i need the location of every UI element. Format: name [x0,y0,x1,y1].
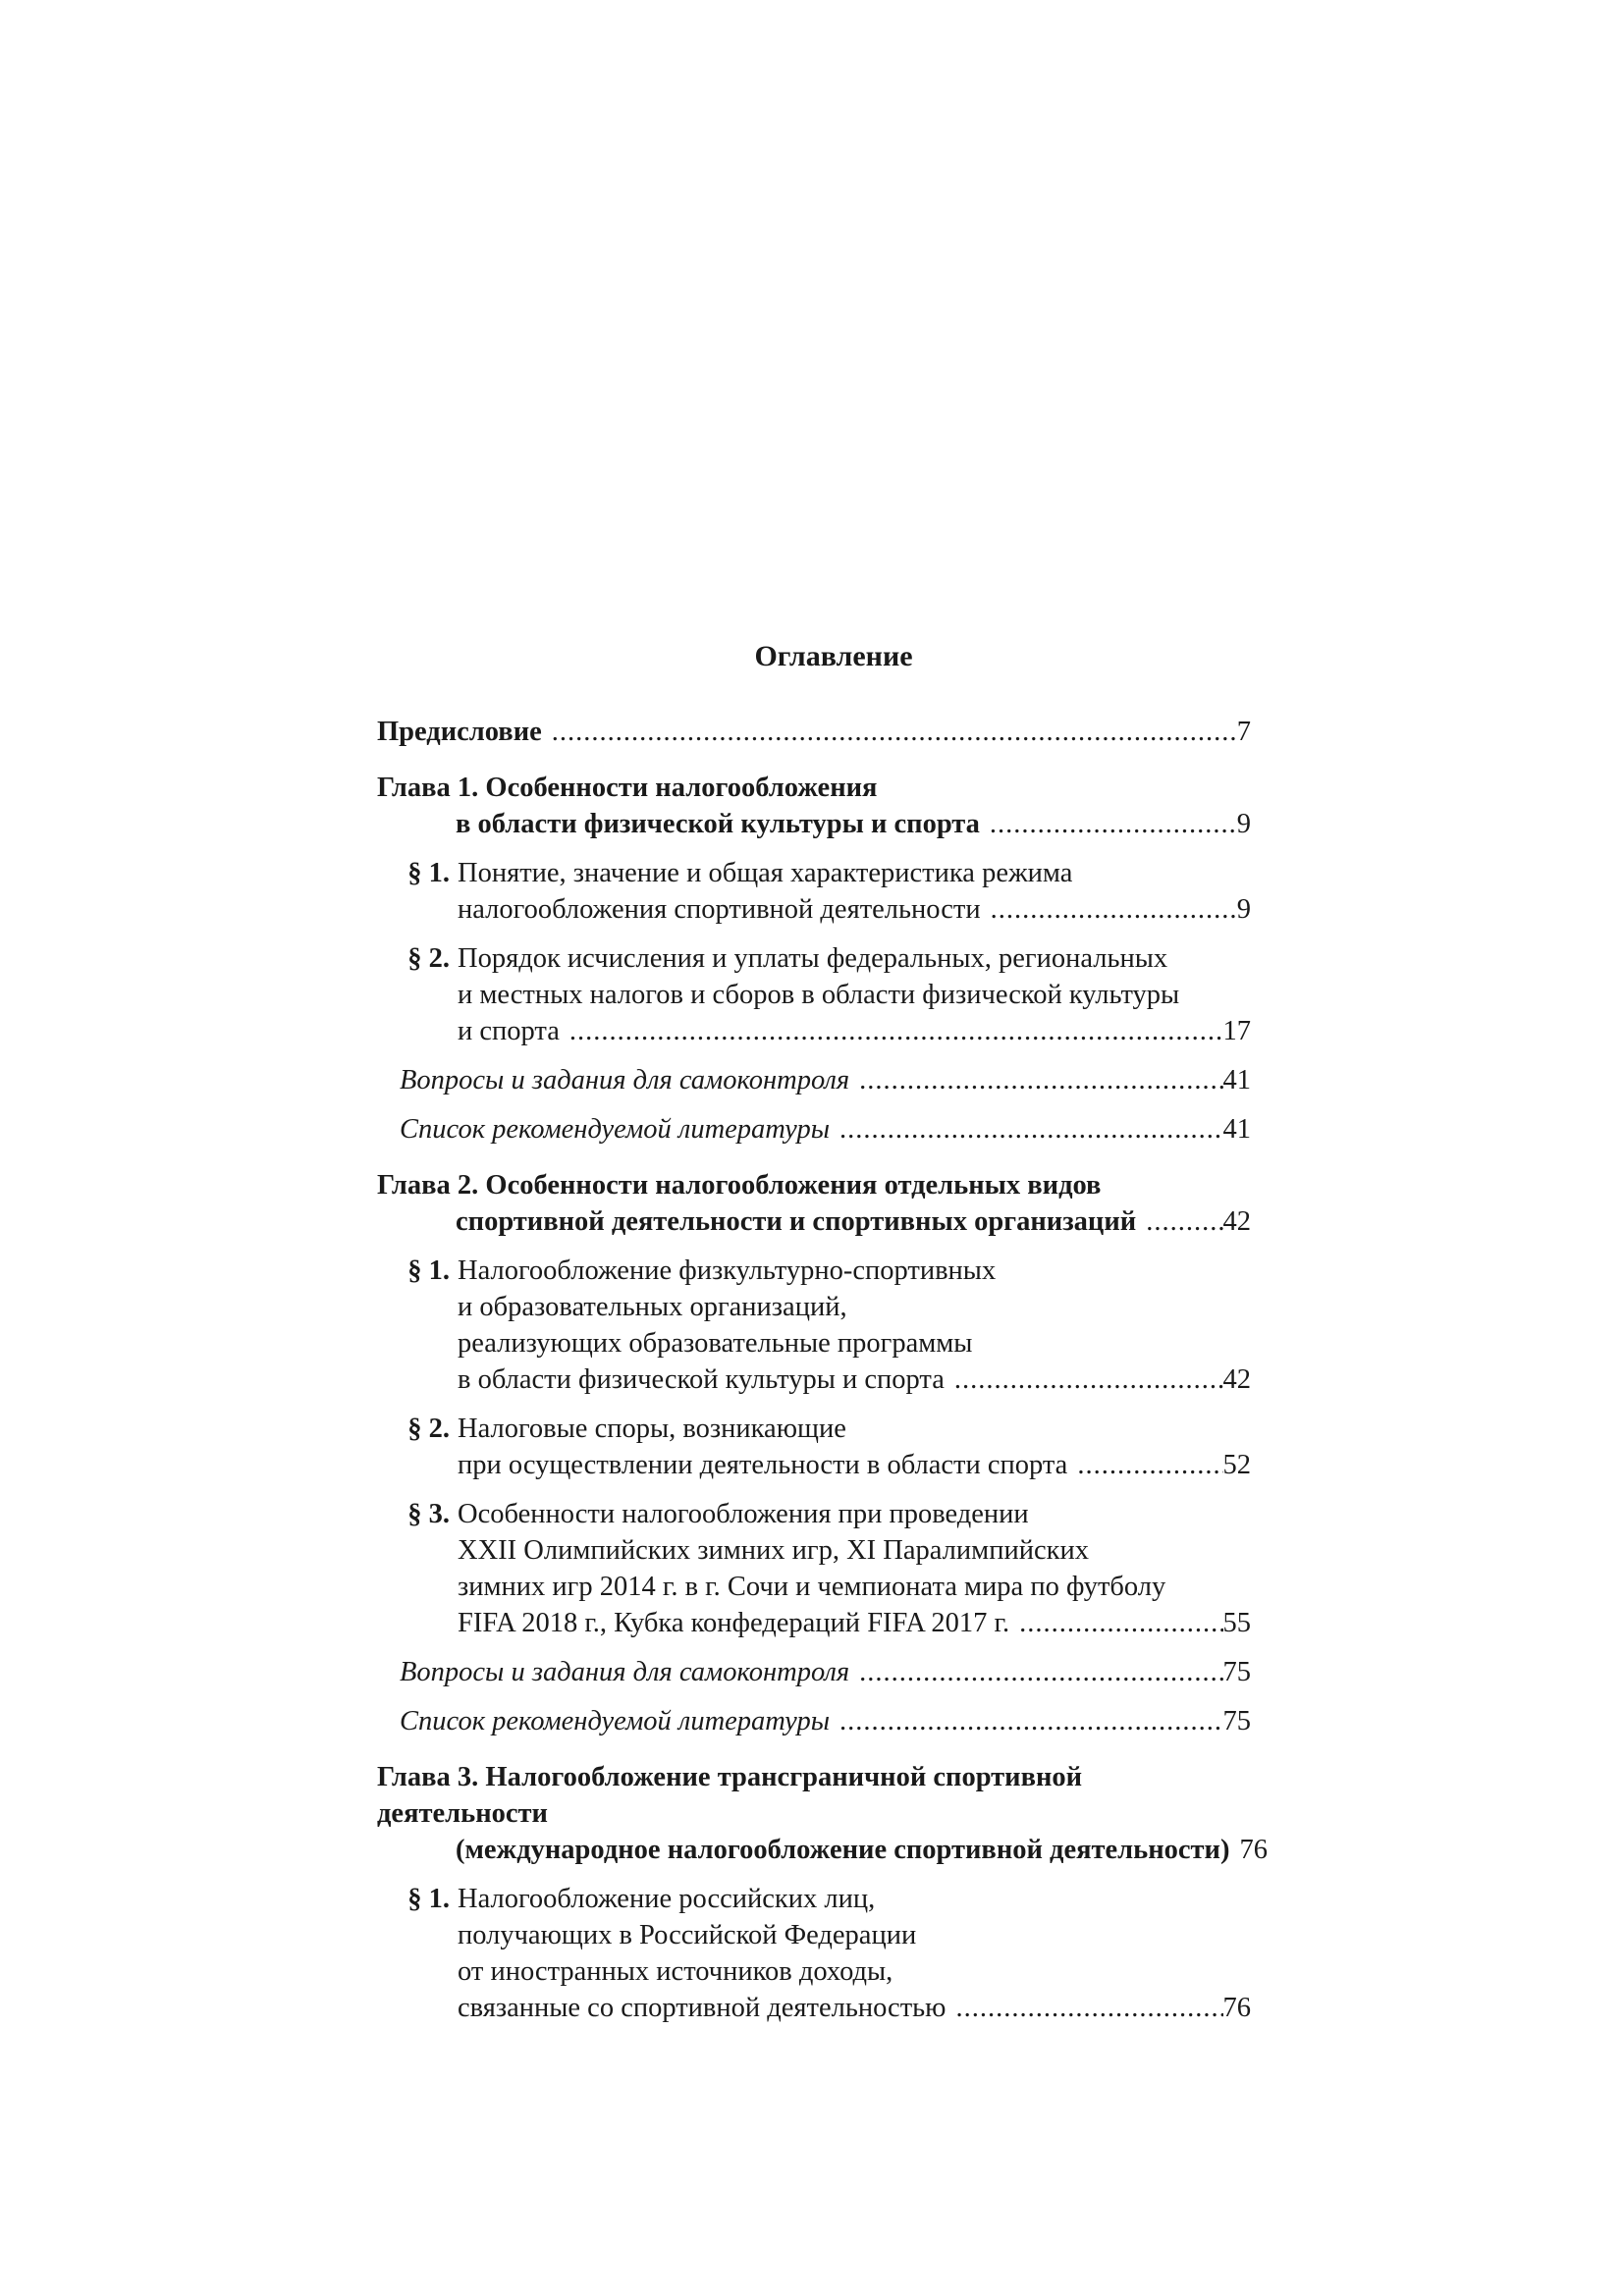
section-title-line: XXII Олимпийских зимних игр, XI Паралимпийских [458,1535,1089,1566]
section-title-line: Особенности налогообложения при проведении [458,1499,1029,1529]
page-number: 7 [1236,717,1251,747]
section-title-line: Налогообложение физкультурно-спортивных [458,1255,997,1286]
entry-label: Вопросы и задания для самоконтроля [400,1657,850,1687]
toc-entry-ch2-literature[interactable] [377,1703,1251,1739]
toc-entry-ch1-literature[interactable] [377,1111,1251,1148]
chapter-title-line: Глава 1. Особенности налогообложения [377,773,878,803]
section-title-line: получающих в Российской Федерации [458,1920,917,1950]
page-number: 55 [1222,1608,1251,1638]
chapter-title-line: спортивной деятельности и спортивных организаций [456,1206,1137,1237]
toc-entry-ch1-section-1[interactable] [377,855,1251,928]
page-number: 76 [1222,1993,1251,2023]
page-number: 41 [1222,1065,1251,1095]
leader-dots [955,1990,1222,2026]
entry-label: Список рекомендуемой литературы [400,1114,830,1145]
leader-dots [991,891,1237,928]
page-number: 52 [1222,1450,1251,1480]
page-number: 76 [1239,1835,1268,1865]
toc-entry-ch2-section-3[interactable] [377,1496,1251,1641]
section-title-line: налогообложения спортивной деятельности [458,894,981,925]
chapter-title-line: (международное налогообложение спортивной деятельности) [456,1835,1230,1865]
section-number: § 2. [407,943,450,974]
leader-dots [1077,1447,1222,1483]
toc-entry-ch2-section-2[interactable] [377,1411,1251,1483]
section-number: § 2. [407,1414,450,1444]
leader-dots [859,1654,1222,1690]
section-title-line: Порядок исчисления и уплаты федеральных, региональных [458,943,1168,974]
section-title-line: Налогообложение российских лиц, [458,1884,876,1914]
toc-entry-ch2-section-1[interactable] [377,1253,1251,1398]
page-number: 41 [1222,1114,1251,1145]
page-number: 9 [1236,894,1251,925]
page-number: 9 [1236,809,1251,839]
section-title-line: и спорта [458,1016,560,1046]
entry-label: Вопросы и задания для самоконтроля [400,1065,850,1095]
toc-entry-chapter-2[interactable] [377,1167,1251,1240]
leader-dots [552,714,1237,750]
section-title-line: от иностранных источников доходы, [458,1956,893,1987]
section-number: § 1. [407,858,450,888]
section-title-line: зимних игр 2014 г. в г. Сочи и чемпионата мира по футболу [458,1572,1166,1602]
toc-entry-ch1-section-2[interactable] [377,940,1251,1049]
page-number: 75 [1222,1657,1251,1687]
chapter-title-line: Глава 3. Налогообложение трансграничной спортивной деятельности [377,1762,1083,1829]
page-title: Оглавление [754,640,913,672]
toc-entry-ch2-questions[interactable] [377,1654,1251,1690]
leader-dots [990,806,1237,842]
section-title-line: при осуществлении деятельности в области спорта [458,1450,1068,1480]
section-number: § 1. [407,1884,450,1914]
section-title-line: реализующих образовательные программы [458,1328,973,1359]
toc-entry-preface[interactable] [377,714,1251,750]
leader-dots [839,1703,1223,1739]
section-title-line: и образовательных организаций, [458,1292,847,1322]
leader-dots [1146,1203,1222,1240]
page-number: 42 [1222,1364,1251,1395]
page-number: 17 [1222,1016,1251,1046]
section-title-line: Налоговые споры, возникающие [458,1414,846,1444]
chapter-title-line: в области физической культуры и спорта [456,809,980,839]
chapter-title-line: Глава 2. Особенности налогообложения отдельных видов [377,1170,1102,1201]
toc-entry-ch1-questions[interactable] [377,1062,1251,1098]
entry-label: Предисловие [377,717,542,747]
section-title-line: Понятие, значение и общая характеристика режима [458,858,1073,888]
page-number: 75 [1222,1706,1251,1736]
leader-dots [1019,1605,1222,1641]
section-title-line: в области физической культуры и спорта [458,1364,945,1395]
section-number: § 1. [407,1255,450,1286]
toc-entry-chapter-1[interactable] [377,770,1251,842]
leader-dots [569,1013,1223,1049]
leader-dots [954,1362,1223,1398]
section-number: § 3. [407,1499,450,1529]
toc-entry-chapter-3[interactable] [377,1759,1268,1868]
table-of-contents [377,638,1268,2039]
leader-dots [839,1111,1223,1148]
toc-entry-ch3-section-1[interactable] [377,1881,1251,2026]
section-title-line: связанные со спортивной деятельностью [458,1993,947,2023]
section-title-line: FIFA 2018 г., Кубка конфедераций FIFA 2017 г. [458,1608,1010,1638]
entry-label: Список рекомендуемой литературы [400,1706,830,1736]
section-title-line: и местных налогов и сборов в области физической культуры [458,980,1180,1010]
leader-dots [859,1062,1222,1098]
page-number: 42 [1222,1206,1251,1237]
